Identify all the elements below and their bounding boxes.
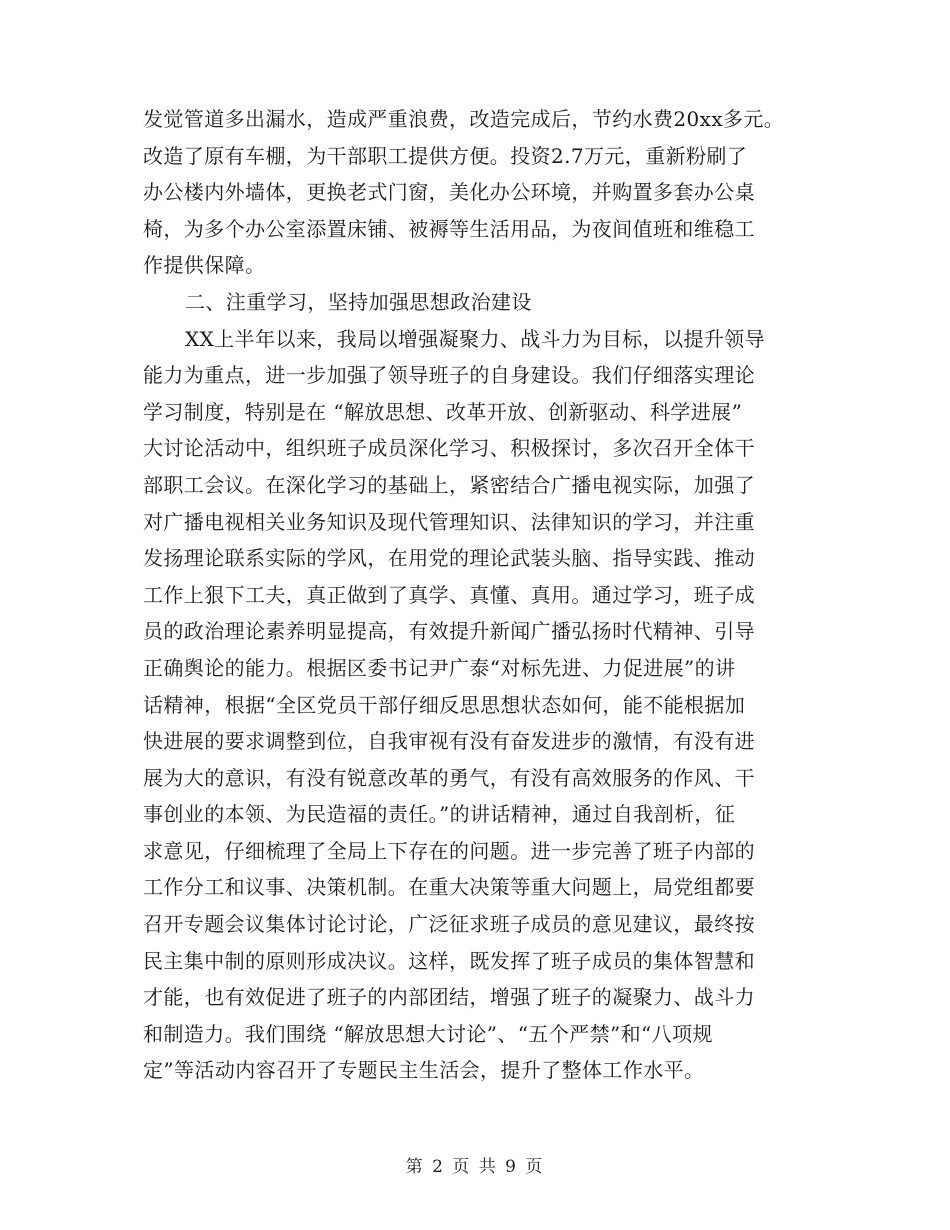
text-line: 部职工会议。在深化学习的基础上，紧密结合广播电视实际，加强了 xyxy=(143,472,755,497)
document-body xyxy=(143,101,823,1089)
text-line: 能力为重点，进一步加强了领导班子的自身建设。我们仔细落实理论 xyxy=(143,363,755,388)
section-heading: 二、注重学习，坚持加强思想政治建设 xyxy=(185,289,532,314)
text-line: XX上半年以来，我局以增强凝聚力、战斗力为目标，以提升领导 xyxy=(185,326,766,351)
text-line: 大讨论活动中，组织班子成员深化学习、积极探讨，多次召开全体干 xyxy=(143,436,755,461)
text-line: 话精神，根据“全区党员干部仔细反思思想状态如何，能不能根据加 xyxy=(143,692,746,717)
text-line: 求意见，仔细梳理了全局上下存在的问题。进一步完善了班子内部的 xyxy=(143,838,755,863)
text-line: 民主集中制的原则形成决议。这样，既发挥了班子成员的集体智慧和 xyxy=(143,948,755,973)
text-line: 发觉管道多出漏水，造成严重浪费，改造完成后，节约水费20xx多元。 xyxy=(143,107,785,131)
text-line: 召开专题会议集体讨论讨论，广泛征求班子成员的意见建议，最终按 xyxy=(143,912,755,937)
text-line: 和制造力。我们围绕 “解放思想大讨论”、“五个严禁”和“八项规 xyxy=(143,1021,713,1046)
text-line: 对广播电视相关业务知识及现代管理知识、法律知识的学习，并注重 xyxy=(143,509,755,534)
text-line: 定”等活动内容召开了专题民主生活会，提升了整体工作水平。 xyxy=(143,1058,705,1083)
text-line: 改造了原有车棚，为干部职工提供方便。投资2.7万元，重新粉刷了 xyxy=(143,143,748,168)
text-line: 快进展的要求调整到位，自我审视有没有奋发进步的激情，有没有进 xyxy=(143,729,755,754)
text-line: 正确舆论的能力。根据区委书记尹广泰“对标先进、力促进展”的讲 xyxy=(143,655,736,680)
text-line: 工作上狠下工夫，真正做到了真学、真懂、真用。通过学习，班子成 xyxy=(143,582,755,607)
text-line: 展为大的意识，有没有锐意改革的勇气，有没有高效服务的作风、干 xyxy=(143,765,755,790)
text-line: 学习制度，特别是在 “解放思想、改革开放、创新驱动、科学进展” xyxy=(143,399,743,424)
text-line: 才能，也有效促进了班子的内部团结，增强了班子的凝聚力、战斗力 xyxy=(143,985,755,1010)
text-line: 作提供保障。 xyxy=(143,253,266,278)
text-line: 员的政治理论素养明显提高，有效提升新闻广播弘扬时代精神、引导 xyxy=(143,619,755,644)
text-line: 工作分工和议事、决策机制。在重大决策等重大问题上，局党组都要 xyxy=(143,875,755,900)
text-line: 发扬理论联系实际的学风，在用党的理论武装头脑、指导实践、推动 xyxy=(143,546,755,571)
text-line: 事创业的本领、为民造福的责任。”的讲话精神，通过自我剖析，征 xyxy=(143,802,736,827)
text-line: 椅，为多个办公室添置床铺、被褥等生活用品，为夜间值班和维稳工 xyxy=(143,216,755,241)
page-number-footer: 第 2 页 共 9 页 xyxy=(405,1157,545,1177)
text-line: 办公楼内外墙体，更换老式门窗，美化办公环境，并购置多套办公桌 xyxy=(143,180,755,205)
